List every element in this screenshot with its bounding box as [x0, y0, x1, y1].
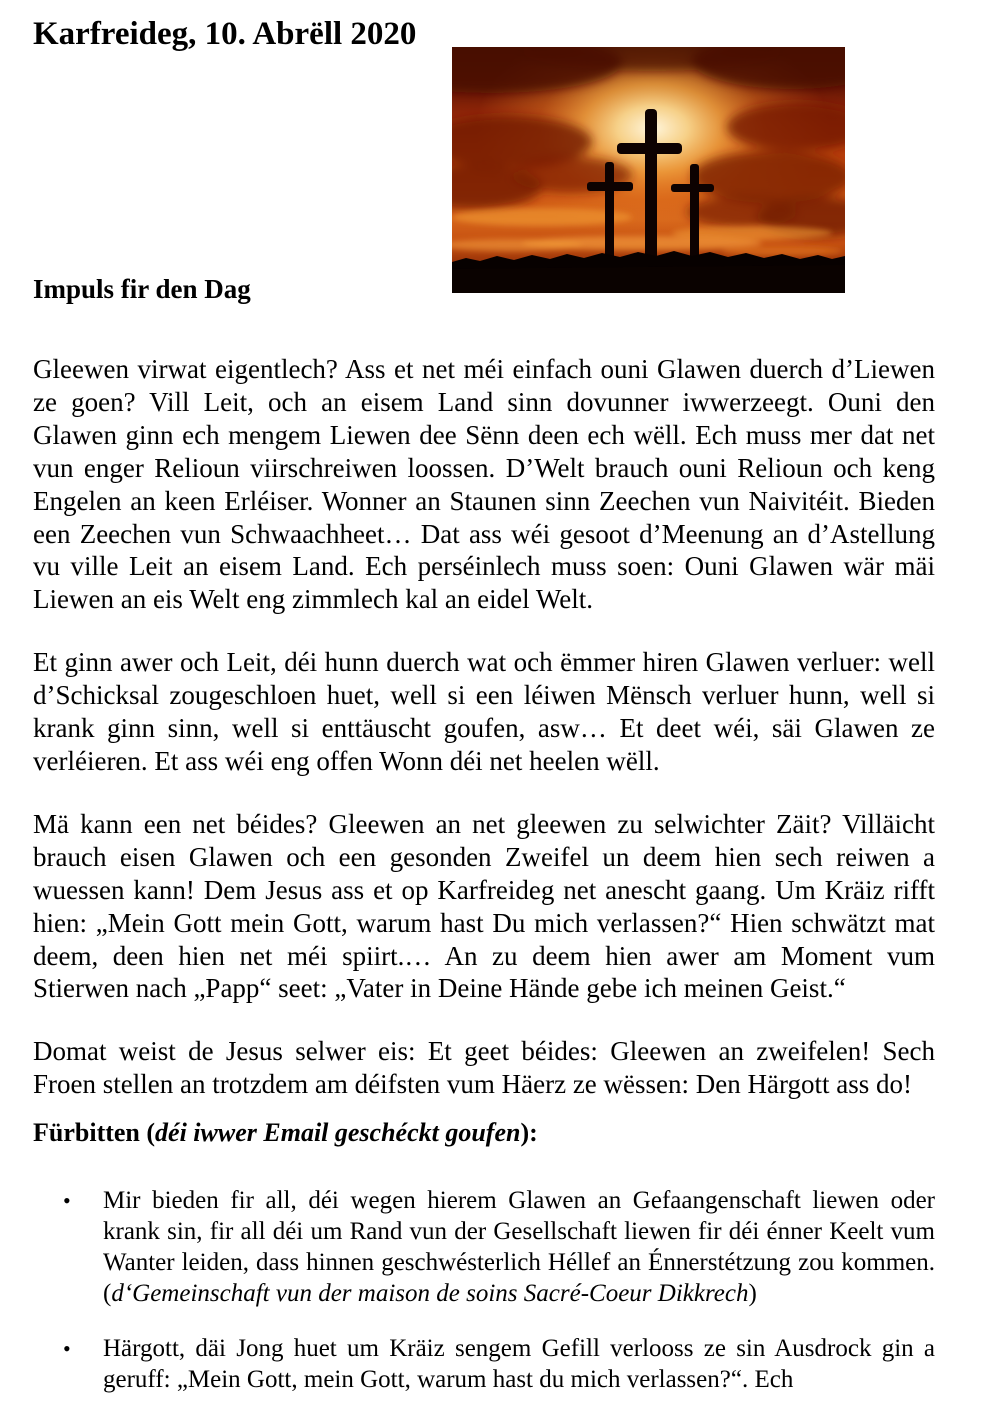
intercessions-heading-bold: Fürbitten (	[33, 1118, 156, 1148]
intercession-attribution: d‘Gemeinschaft vun der maison de soins Sacré-Coeur Dikkrech	[111, 1279, 749, 1307]
paragraph-4: Domat weist de Jesus selwer eis: Et geet béides: Gleewen an zweifelen! Sech Froen stellen an trotzdem am déifsten vum Häerz ze wëssen: Den Härgott ass do!	[33, 1036, 935, 1100]
paragraph-2: Et ginn awer och Leit, déi hunn duerch wat och ëmmer hiren Glawen verluer: well d’Schicksal zougeschloen huet, well si een léiwen Mënsch verluer hunn, well si krank ginn sinn, well si enttäuscht goufen, asw… Et deet wéi, säi Glawen ze verléieren. Et ass wéi eng offen Wonn déi net heelen wëll.	[33, 647, 935, 776]
intercession-list	[33, 1186, 935, 1396]
bullet-icon: •	[63, 1336, 71, 1362]
page-title: Karfreideg, 10. Abrëll 2020	[33, 16, 417, 52]
paragraph-3: Mä kann een net béides? Gleewen an net gleewen zu selwichter Zäit? Villäicht brauch eisen Glawen och een gesonden Zweifel un deem hien sech reiwen a wuessen kann! Dem Jesus ass et op Karfreideg net anescht gaang. Um Kräiz rifft hien: „Mein Gott mein Gott, warum hast Du mich verlassen?“ Hien schwätzt mat deem, deen hien net méi spiirt.… An zu deem hien awer am Moment vum Stierwen nach „Papp“ seet: „Vater in Deine Hände gebe ich meinen Geist.“	[33, 808, 935, 1004]
intercessions-heading	[33, 1116, 935, 1149]
intercession-text: Mir bieden fir all, déi wegen hierem Glawen an Gefaangenschaft liewen oder krank sin, fir all déi um Rand vun der Gesellschaft liewen fir déi énner Keelt vum Wanter leiden, dass hinnen geschwésterlich Héllef an Énnerstétzung zou kommen. (	[103, 1187, 935, 1307]
bullet-icon: •	[63, 1188, 71, 1214]
list-item	[33, 1186, 935, 1309]
crosses-photo-graphic	[452, 47, 845, 293]
intercessions-heading-end: ):	[520, 1118, 538, 1148]
intercessions-heading-italic: déi iwwer Email geschéckt goufen	[155, 1118, 521, 1148]
paragraph-1: Gleewen virwat eigentlech? Ass et net méi einfach ouni Glawen duerch d’Liewen ze goen? Vill Leit, och an eisem Land sinn dovunner iwwerzeegt. Ouni den Glawen ginn ech mengem Liewen dee Sënn deen ech wëll. Ech muss mer dat net vun enger Relioun viirschreiwen loossen. D’Welt brauch ouni Relioun och keng Engelen an keen Erléiser. Wonner an Staunen sinn Zeechen vun Naivitéit. Bieden een Zeechen vun Schwaachheet… Dat ass wéi gesoot d’Meenung an d’Astellung vu ville Leit an eisem Land. Ech perséinlech muss soen: Ouni Glawen wär mäi Liewen an eis Welt eng zimmlech kal an eidel Welt.	[33, 354, 935, 615]
intercession-text: Härgott, däi Jong huet um Kräiz sengem Gefill verlooss ze sin Ausdrock gin a geruff: „Mein Gott, mein Gott, warum hast du mich verlassen?“. Ech	[103, 1335, 935, 1394]
list-item	[33, 1334, 935, 1396]
intercession-suffix: )	[748, 1279, 757, 1307]
section-heading: Impuls fir den Dag	[33, 274, 251, 304]
three-crosses-sunset-photo	[452, 47, 845, 293]
